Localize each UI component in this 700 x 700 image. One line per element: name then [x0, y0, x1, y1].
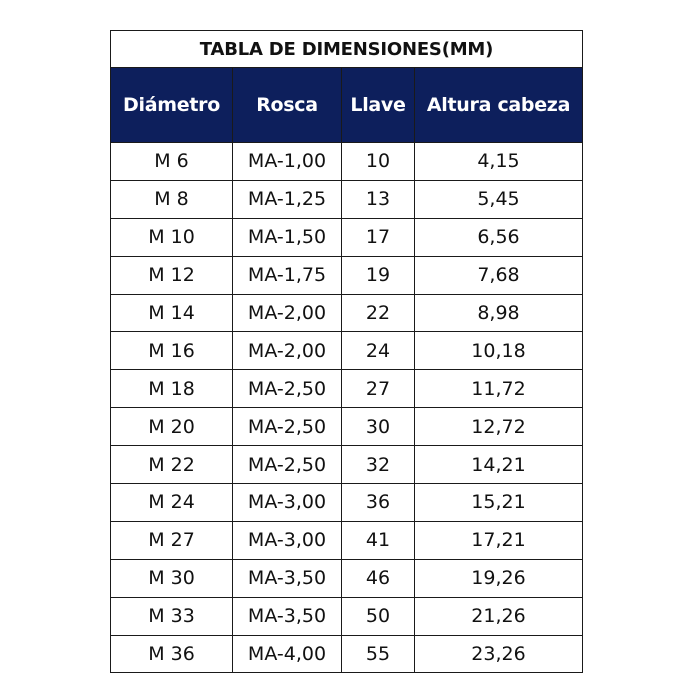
cell-rosca: MA-4,00 — [233, 635, 342, 673]
cell-rosca: MA-2,50 — [233, 370, 342, 408]
cell-llave: 30 — [342, 408, 415, 446]
cell-rosca: MA-1,50 — [233, 218, 342, 256]
cell-altura-cabeza: 12,72 — [415, 408, 583, 446]
title-row — [111, 31, 583, 68]
table-row — [111, 332, 583, 370]
cell-llave: 27 — [342, 370, 415, 408]
header-altura-cabeza: Altura cabeza — [415, 68, 583, 143]
cell-diametro: M 22 — [111, 446, 233, 484]
cell-llave: 32 — [342, 446, 415, 484]
table-row — [111, 635, 583, 673]
table-row — [111, 408, 583, 446]
cell-diametro: M 20 — [111, 408, 233, 446]
cell-diametro: M 27 — [111, 521, 233, 559]
cell-diametro: M 6 — [111, 143, 233, 181]
table-row — [111, 521, 583, 559]
cell-rosca: MA-3,00 — [233, 521, 342, 559]
table-row — [111, 180, 583, 218]
header-llave: Llave — [342, 68, 415, 143]
cell-rosca: MA-1,25 — [233, 180, 342, 218]
cell-diametro: M 24 — [111, 484, 233, 522]
cell-rosca: MA-1,00 — [233, 143, 342, 181]
table-body — [111, 143, 583, 673]
cell-diametro: M 14 — [111, 294, 233, 332]
cell-rosca: MA-3,00 — [233, 484, 342, 522]
table-title: TABLA DE DIMENSIONES(MM) — [111, 31, 583, 68]
table-row — [111, 484, 583, 522]
cell-altura-cabeza: 21,26 — [415, 597, 583, 635]
cell-altura-cabeza: 8,98 — [415, 294, 583, 332]
cell-altura-cabeza: 11,72 — [415, 370, 583, 408]
cell-rosca: MA-3,50 — [233, 597, 342, 635]
cell-rosca: MA-2,00 — [233, 294, 342, 332]
cell-llave: 19 — [342, 256, 415, 294]
cell-llave: 24 — [342, 332, 415, 370]
cell-altura-cabeza: 19,26 — [415, 559, 583, 597]
cell-diametro: M 8 — [111, 180, 233, 218]
cell-diametro: M 18 — [111, 370, 233, 408]
cell-diametro: M 12 — [111, 256, 233, 294]
cell-altura-cabeza: 17,21 — [415, 521, 583, 559]
cell-rosca: MA-2,50 — [233, 446, 342, 484]
table-row — [111, 294, 583, 332]
table-row — [111, 597, 583, 635]
cell-llave: 36 — [342, 484, 415, 522]
cell-rosca: MA-2,50 — [233, 408, 342, 446]
table-row — [111, 218, 583, 256]
cell-diametro: M 33 — [111, 597, 233, 635]
cell-rosca: MA-1,75 — [233, 256, 342, 294]
cell-rosca: MA-2,00 — [233, 332, 342, 370]
cell-llave: 46 — [342, 559, 415, 597]
cell-rosca: MA-3,50 — [233, 559, 342, 597]
cell-llave: 41 — [342, 521, 415, 559]
header-rosca: Rosca — [233, 68, 342, 143]
table-row — [111, 256, 583, 294]
table-row — [111, 370, 583, 408]
header-diametro: Diámetro — [111, 68, 233, 143]
cell-altura-cabeza: 10,18 — [415, 332, 583, 370]
cell-diametro: M 10 — [111, 218, 233, 256]
cell-diametro: M 16 — [111, 332, 233, 370]
table-row — [111, 559, 583, 597]
cell-altura-cabeza: 5,45 — [415, 180, 583, 218]
cell-diametro: M 36 — [111, 635, 233, 673]
cell-llave: 10 — [342, 143, 415, 181]
cell-llave: 17 — [342, 218, 415, 256]
cell-altura-cabeza: 7,68 — [415, 256, 583, 294]
cell-llave: 13 — [342, 180, 415, 218]
cell-altura-cabeza: 15,21 — [415, 484, 583, 522]
cell-llave: 22 — [342, 294, 415, 332]
table-row — [111, 446, 583, 484]
cell-llave: 55 — [342, 635, 415, 673]
cell-altura-cabeza: 6,56 — [415, 218, 583, 256]
cell-llave: 50 — [342, 597, 415, 635]
cell-diametro: M 30 — [111, 559, 233, 597]
cell-altura-cabeza: 4,15 — [415, 143, 583, 181]
dimensions-table — [110, 30, 583, 673]
header-row — [111, 68, 583, 143]
cell-altura-cabeza: 23,26 — [415, 635, 583, 673]
cell-altura-cabeza: 14,21 — [415, 446, 583, 484]
table-row — [111, 143, 583, 181]
